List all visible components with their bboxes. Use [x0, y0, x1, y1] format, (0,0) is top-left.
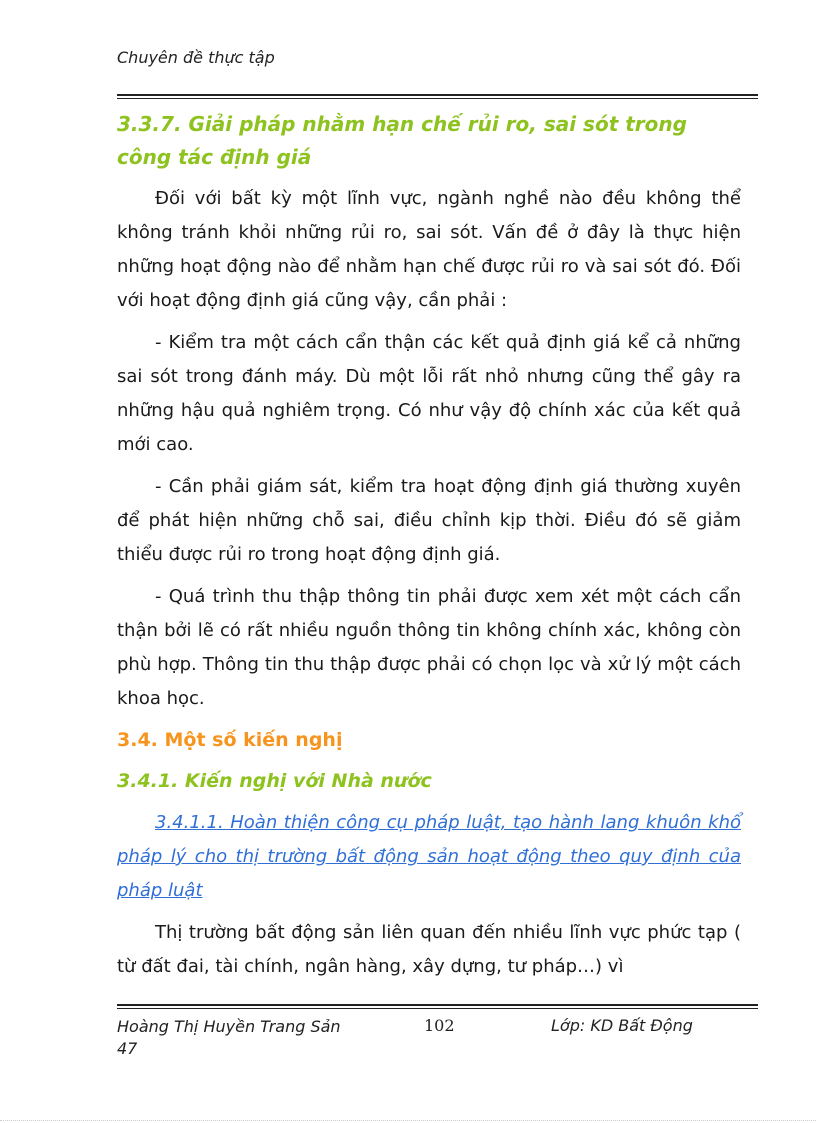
spacer: [117, 174, 741, 182]
header-rule-bottom: [117, 98, 758, 99]
body-paragraph: - Kiểm tra một cách cẩn thận các kết quả định giá kể cả những sai sót trong đánh máy. Dù một lỗi rất nhỏ nhưng cũng thể gây ra những hậu quả nghiêm trọng. Có như vậy độ chính xác của kết quả mới cao.: [117, 332, 741, 455]
footer-rule-top: [117, 1004, 758, 1006]
page-edge-divider: [0, 1120, 816, 1121]
body-paragraph: - Quá trình thu thập thông tin phải được xem xét một cách cẩn thận bởi lẽ có rất nhiều nguồn thông tin không chính xác, không còn phù hợp. Thông tin thu thập được phải có chọn lọc và xử lý một cách khoa học.: [117, 586, 741, 709]
body-paragraph: Đối với bất kỳ một lĩnh vực, ngành nghề nào đều không thể không tránh khỏi những rủi ro, sai sót. Vấn đề ở đây là thực hiện những hoạt động nào để nhằm hạn chế được rủi ro và sai sót đó. Đối với hoạt động định giá cũng vậy, cần phải :: [117, 188, 741, 311]
body-paragraph: - Cần phải giám sát, kiểm tra hoạt động định giá thường xuyên để phát hiện những chỗ sai, điều chỉnh kịp thời. Điều đó sẽ giảm thiểu được rủi ro trong hoạt động định giá.: [117, 476, 741, 565]
footer-author: Hoàng Thị Huyền Trang Sản 47: [117, 1017, 341, 1058]
header-rule-top: [117, 94, 758, 96]
subsection-heading-3-4-1-1: 3.4.1.1. Hoàn thiện công cụ pháp luật, tạo hành lang khuôn khổ pháp lý cho thị trường bất động sản hoạt động theo quy định của pháp luật: [117, 812, 741, 901]
page-body: [117, 108, 741, 984]
page-number: 102: [424, 1016, 455, 1035]
spacer: [117, 462, 741, 470]
spacer: [117, 318, 741, 326]
spacer: [117, 572, 741, 580]
footer-rule-bottom: [117, 1008, 758, 1009]
spacer: [117, 716, 741, 724]
running-header: Chuyên đề thực tập: [117, 48, 275, 67]
spacer: [117, 757, 741, 765]
footer-class: Lớp: KD Bất Động: [551, 1016, 693, 1035]
body-paragraph: Thị trường bất động sản liên quan đến nhiều lĩnh vực phức tạp ( từ đất đai, tài chính, ngân hàng, xây dựng, tư pháp…) vì: [117, 922, 741, 977]
section-heading-3-4-1: 3.4.1. Kiến nghị với Nhà nước: [117, 770, 432, 792]
section-heading-3-4: 3.4. Một số kiến nghị: [117, 729, 343, 751]
spacer: [117, 798, 741, 806]
spacer: [117, 908, 741, 916]
section-heading-3-3-7: 3.3.7. Giải pháp nhằm hạn chế rủi ro, sai sót trong công tác định giá: [117, 112, 687, 169]
